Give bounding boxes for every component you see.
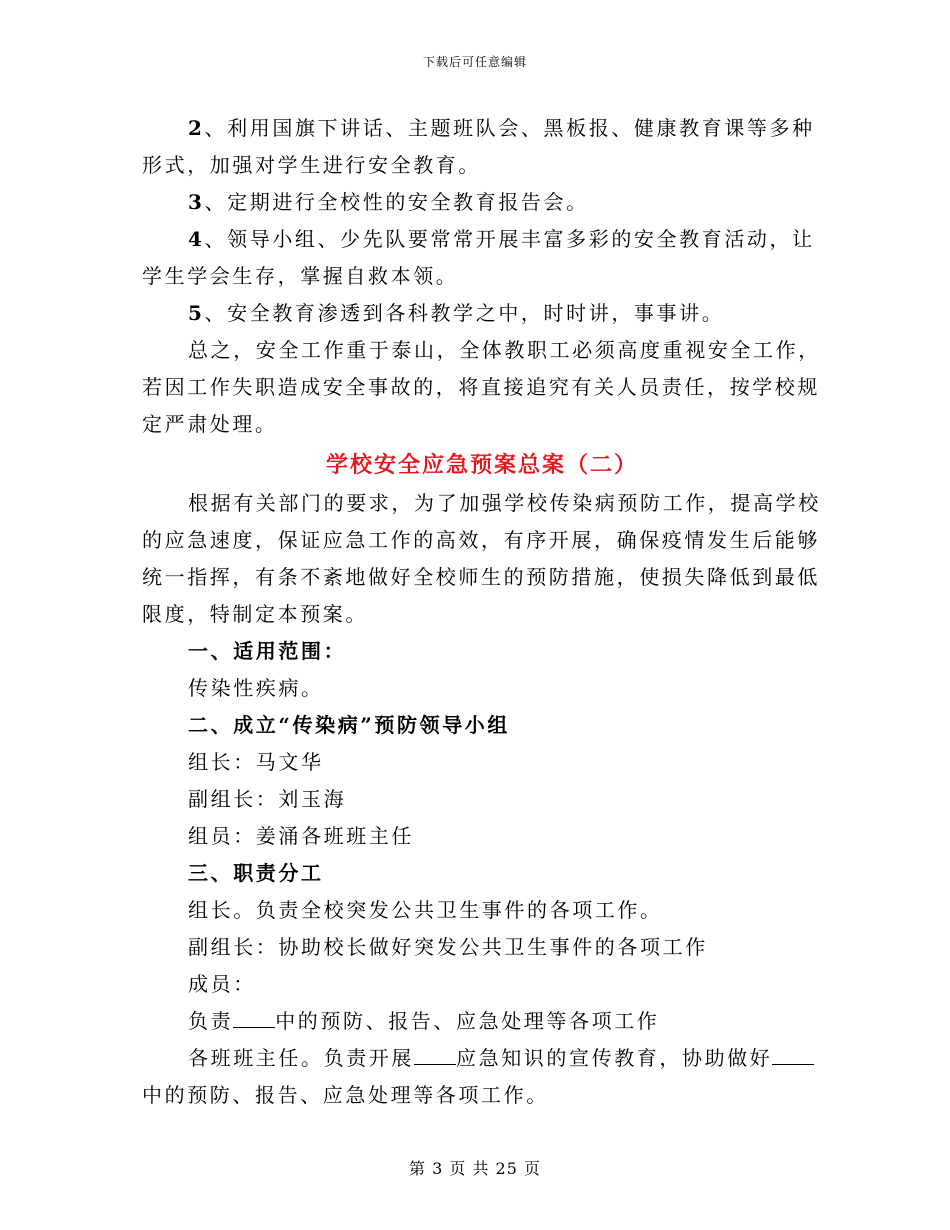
heading-duties: 三、职责分工 (188, 861, 324, 885)
summary-paragraph: 总之，安全工作重于泰山，全体教职工必须高度重视安全工作，若因工作失职造成安全事故的，将直接追究有关人员责任，按学校规定严肃处理。 (142, 338, 821, 436)
duty-members (142, 1003, 822, 1040)
item-number: 2 (188, 116, 205, 140)
list-item-3 (142, 184, 822, 221)
list-item-4 (142, 221, 822, 295)
item-text: 、领导小组、少先队要常常开展丰富多彩的安全教育活动，让学生学会生存，掌握自救本领。 (142, 227, 815, 288)
document-body (142, 110, 822, 1114)
item-text: 、安全教育渗透到各科教学之中，时时讲，事事讲。 (204, 301, 725, 325)
blank-line (772, 1044, 814, 1065)
duty-teachers-part2: 应急知识的宣传教育，协助做好 (456, 1046, 773, 1070)
blank-line (233, 1007, 275, 1028)
intro-paragraph: 根据有关部门的要求，为了加强学校传染病预防工作，提高学校的应急速度，保证应急工作的高效，有序开展，确保疫情发生后能够统一指挥，有条不紊地做好全校师生的预防措施，使损失降低到最低限度，特制定本预案。 (142, 491, 821, 626)
item-text: 、利用国旗下讲话、主题班队会、黑板报、健康教育课等多种形式，加强对学生进行安全教育。 (142, 116, 815, 177)
page-footer: 第 3 页 共 25 页 (409, 1159, 541, 1178)
item-number: 4 (188, 227, 205, 251)
heading-scope: 一、适用范围： (188, 639, 347, 663)
scope-text: 传染性疾病。 (188, 676, 324, 700)
duty-members-before: 负责 (188, 1009, 234, 1033)
group-leader: 组长：马文华 (188, 750, 324, 774)
item-number: 3 (188, 190, 205, 214)
section-title: 学校安全应急预案总案（二） (325, 452, 638, 478)
item-text: 、定期进行全校性的安全教育报告会。 (204, 190, 589, 214)
item-number: 5 (188, 301, 205, 325)
duty-members-label: 成员： (188, 972, 256, 996)
blank-line (414, 1044, 456, 1065)
page-header: 下载后可任意编辑 (422, 55, 527, 69)
duty-teachers-part1: 各班班主任。负责开展 (188, 1046, 414, 1070)
duty-members-after: 中的预防、报告、应急处理等各项工作 (275, 1009, 660, 1033)
group-deputy: 副组长：刘玉海 (188, 787, 347, 811)
duty-deputy: 副组长：协助校长做好突发公共卫生事件的各项工作 (188, 935, 708, 959)
list-item-2 (142, 110, 822, 184)
group-members: 组员：姜涌各班班主任 (188, 824, 414, 848)
duty-teachers (142, 1040, 822, 1114)
heading-leadership-group: 二、成立“传染病”预防领导小组 (188, 713, 511, 737)
list-item-5 (142, 295, 822, 332)
duty-leader: 组长。负责全校突发公共卫生事件的各项工作。 (188, 898, 663, 922)
duty-teachers-part3: 中的预防、报告、应急处理等各项工作。 (142, 1083, 549, 1107)
